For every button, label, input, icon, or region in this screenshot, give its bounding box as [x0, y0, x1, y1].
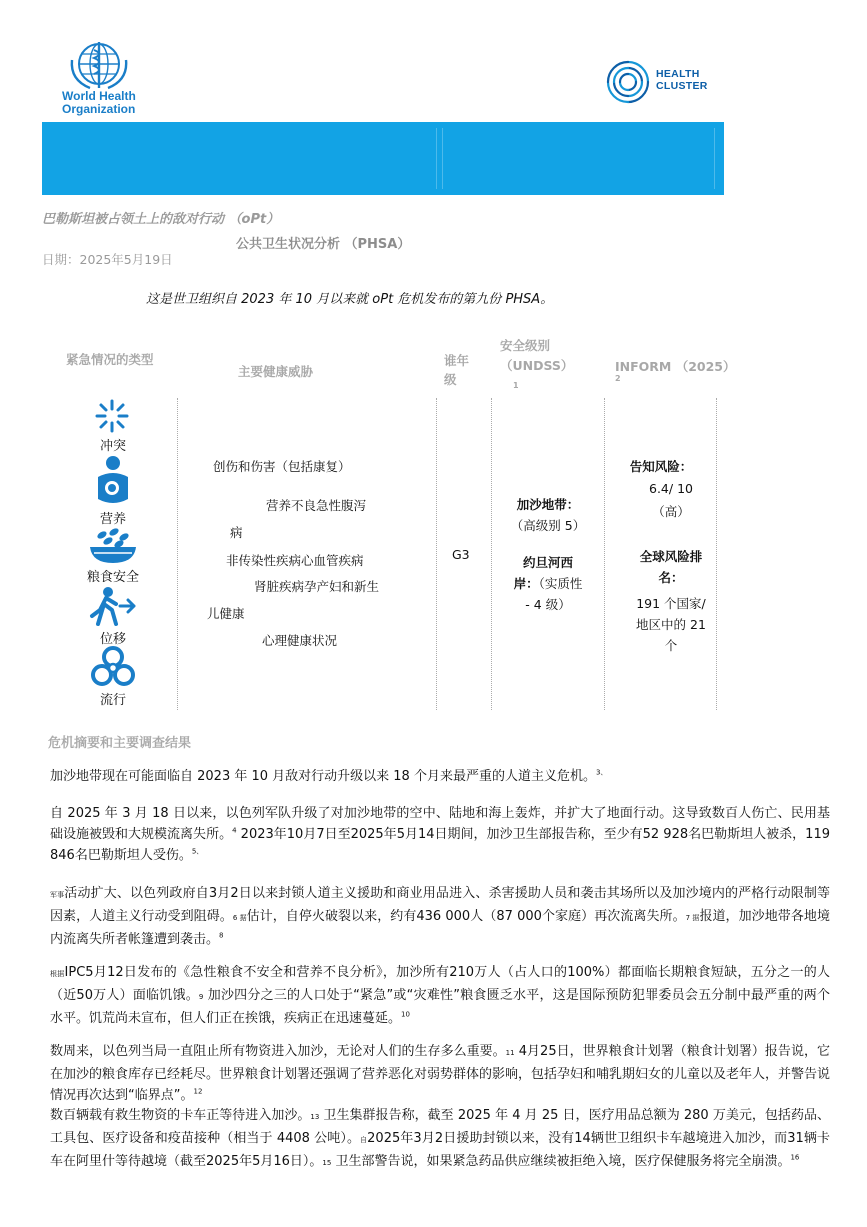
conflict-icon [95, 399, 129, 433]
header-who-grade: 谁年级 [444, 353, 470, 387]
footnote-ref: 3、 [595, 768, 608, 777]
who-logo [62, 40, 150, 122]
health-threat-line: 非传染性疾病心血管疾病 [226, 553, 364, 568]
inform-rank-label: 全球风险排 [639, 549, 703, 564]
paragraph [50, 883, 830, 950]
security-westbank-label: 约旦河西 [522, 555, 573, 570]
header-health-threats: 主要健康威胁 [238, 364, 314, 379]
paragraph [50, 1105, 830, 1174]
intro-text: 这是世卫组织自 2023 年 10 月以来就 oPt 危机发布的第九份 PHSA。 [146, 292, 554, 307]
paragraph [50, 962, 830, 1029]
paragraph-text: 数周来，以色列当局一直阻止所有物资进入加沙，无论对人们的生存多么重要。 [50, 1044, 506, 1059]
header-banner [42, 122, 724, 195]
security-westbank-value: （实质性 [538, 576, 583, 591]
paragraph-text: 卫生部警告说，如果紧急药品供应继续被拒绝入境，医疗保健服务将完全崩溃。 [331, 1154, 791, 1169]
paragraph-text: 报道，加沙地带各地境内流离失所者帐篷遭到袭击。 [50, 909, 830, 947]
who-logo-text: World Health Organization [62, 89, 136, 116]
emergency-type-label: 粮食安全 [86, 570, 139, 585]
footnote-ref: 11 [505, 1049, 515, 1057]
health-cluster-logo [604, 58, 744, 108]
paragraph [50, 766, 830, 787]
footnote-ref: 13 [310, 1113, 320, 1121]
emergency-type-label: 流行 [99, 693, 126, 708]
footnote-ref: 5、 [191, 847, 204, 856]
paragraph [50, 803, 830, 866]
header-inform: INFORM （2025） [615, 359, 736, 374]
footnote-ref: 12 [193, 1087, 203, 1096]
nutrition-icon [92, 455, 134, 505]
paragraph-text: IPC5月12日发布的《急性粮食不安全和营养不良分析》，加沙所有210万人（占人口的100%）都面临长期粮食短缺，五分之一的人（近50万人）面临饥饿。 [50, 965, 830, 1003]
epidemic-icon [90, 645, 136, 689]
footnote-ref: 15 [322, 1159, 332, 1167]
footnote-ref: 6 据 [232, 914, 247, 922]
column-divider [177, 398, 178, 710]
paragraph-text: 2023年10月7日至2025年5月14日期间，加沙卫生部报告称，至少有52 928名巴勒斯坦人被杀，119 846名巴勒斯坦人受伤。 [50, 827, 830, 863]
health-threat-line: 病 [230, 525, 243, 540]
footnote-ref: 军事 [50, 891, 65, 899]
who-emblem-icon [68, 42, 130, 94]
displacement-icon [88, 586, 138, 626]
inform-rank-value: 地区中的 21 [636, 617, 706, 632]
footnote-ref: 10 [401, 1010, 410, 1019]
security-gaza-label: 加沙地带： [516, 497, 580, 512]
paragraph-text: 估计，自停火破裂以来，约有436 000人（87 000个家庭）再次流离失所。 [246, 909, 686, 924]
inform-risk-level: （高） [652, 504, 690, 519]
document-title: 巴勒斯坦被占领土上的敌对行动 （oPt） [42, 212, 280, 227]
security-westbank-line [492, 573, 604, 594]
footnote-ref: 16 [790, 1153, 800, 1162]
paragraph-text: 卫生集群报告称，截至 2025 年 4 月 25 日，医疗用品总额为 280 万美元，包括药品、工具包、医疗设备和疫苗接种（相当于 4408 公吨）。 [50, 1108, 830, 1146]
inform-rank-value: 191 个国家/ [636, 596, 706, 611]
health-cluster-text: HEALTH CLUSTER [656, 68, 708, 92]
inform-risk-label: 告知风险： [629, 459, 693, 474]
footnote-ref: 9 [198, 993, 204, 1001]
document-date: 日期：2025年5月19日 [42, 252, 173, 267]
header-emergency-type: 紧急情况的类型 [66, 352, 154, 367]
emergency-type-label: 营养 [99, 512, 126, 527]
health-threat-line: 儿健康 [207, 606, 245, 621]
document-subtitle: 公共卫生状况分析 （PHSA） [236, 237, 411, 252]
security-gaza-value: （高级别 5） [510, 518, 586, 533]
security-westbank-value: - 4 级） [525, 597, 571, 612]
inform-risk-value: 6.4/ 10 [649, 481, 693, 496]
food-security-icon [88, 527, 138, 565]
paragraph-text: 数百辆载有救生物资的卡车正等待进入加沙。 [50, 1108, 311, 1123]
inform-rank-value: 个 [664, 638, 678, 653]
paragraph-text: 自 2025 年 3 月 18 日以来，以色列军队升级了对加沙地带的空中、陆地和海上轰炸，并扩大了地面行动。这导致数百人伤亡、民用基础设施被毁和大规模流离失所。 [50, 806, 830, 842]
section-heading: 危机摘要和主要调查结果 [48, 736, 192, 751]
header-security-footnote: 1 [513, 381, 519, 390]
footnote-ref: 自 [360, 1136, 368, 1144]
health-threat-line: 营养不良急性腹泻 [266, 498, 367, 513]
footnote-ref: 7 据 [685, 914, 700, 922]
paragraph-text: 4月25日，世界粮食计划署（粮食计划署）报告说，它在加沙的粮食库存已经耗尽。世界粮食计划署还强调了营养恶化对弱势群体的影响，包括孕妇和哺乳期妇女的儿童以及老年人，并警告说情况再次达到“临界点”。 [50, 1044, 831, 1103]
paragraph-text: 加沙四分之三的人口处于“紧急”或“灾难性”粮食匮乏水平，这是国际预防犯罪委员会五分制中最严重的两个水平。饥荒尚未宣布，但人们正在挨饿，疾病正在迅速蔓延。 [50, 988, 831, 1026]
header-inform-footnote: 2 [615, 374, 621, 383]
who-grade-value: G3 [452, 547, 470, 562]
security-westbank-label: 岸： [513, 576, 539, 591]
inform-rank-label: 名： [658, 570, 684, 585]
header-security-level: 安全级别 （UNDSS） [500, 338, 574, 373]
column-divider [436, 398, 437, 710]
paragraph-text: 活动扩大、以色列政府自3月2日以来封锁人道主义援助和商业用品进入、杀害援助人员和袭击其场所以及加沙境内的严格行动限制等因素，人道主义行动受到阻碍。 [50, 886, 831, 924]
footnote-ref: 8 [219, 931, 224, 940]
paragraph-text: 2025年3月2日援助封锁以来，没有14辆世卫组织卡车越境进入加沙，而31辆卡车在阿里什等待越境（截至2025年5月16日）。 [50, 1131, 831, 1169]
emergency-type-label: 位移 [99, 632, 126, 647]
health-cluster-swirl-icon [604, 58, 652, 106]
paragraph [50, 1041, 830, 1106]
health-threat-line: 肾脏疾病孕产妇和新生 [254, 579, 380, 594]
emergency-type-label: 冲突 [99, 439, 126, 454]
paragraph-text: 加沙地带现在可能面临自 2023 年 10 月敌对行动升级以来 18 个月来最严重的人道主义危机。 [50, 769, 596, 784]
health-threat-line: 心理健康状况 [262, 633, 338, 648]
footnote-ref: 4 [232, 826, 237, 835]
footnote-ref: 根据 [50, 970, 65, 978]
health-threat-line: 创伤和伤害（包括康复） [213, 459, 351, 474]
